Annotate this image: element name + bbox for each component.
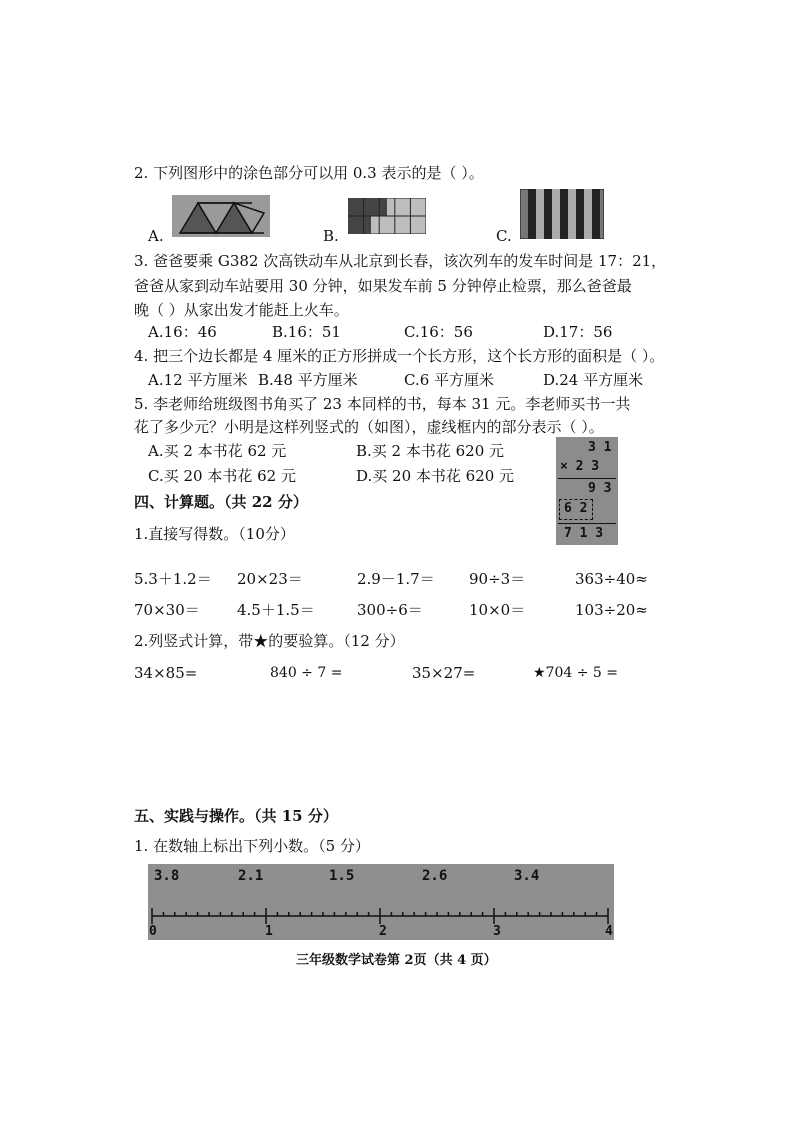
q4-option-b: B.48 平方厘米	[258, 371, 358, 389]
q2-stem: 2. 下列图形中的涂色部分可以用 0.3 表示的是（ ）。	[134, 164, 484, 182]
vm-row-product: 7 1 3	[564, 526, 604, 541]
q5-option-a: A.买 2 本书花 62 元	[148, 442, 287, 460]
axis-label-3: 3	[493, 924, 501, 939]
vertical-problem-3: 35×27=	[412, 664, 476, 682]
axis-label-4: 4	[605, 924, 613, 939]
vertical-multiplication-figure	[556, 437, 618, 545]
q2-option-a-label: A.	[148, 227, 164, 245]
section5-sub1: 1. 在数轴上标出下列小数。（5 分）	[134, 837, 370, 855]
q5-line1: 5. 李老师给班级图书角买了 23 本同样的书，每本 31 元。李老师买书一共	[134, 395, 631, 413]
q2-option-b-label: B.	[323, 227, 339, 245]
calc-1-2: 20×23＝	[237, 570, 303, 588]
vm-row-partial-2: 6 2	[564, 501, 588, 516]
calc-1-4: 90÷3＝	[469, 570, 526, 588]
section5-title: 五、实践与操作。（共 15 分）	[134, 807, 338, 825]
calc-2-3: 300÷6＝	[357, 601, 423, 619]
q2-grid-figure	[348, 198, 426, 234]
page-footer: 三年级数学试卷第 2页（共 4 页）	[296, 953, 497, 968]
decimal-1-5: 1.5	[329, 868, 355, 884]
calc-1-3: 2.9－1.7＝	[357, 570, 435, 588]
q3-line1: 3. 爸爸要乘 G382 次高铁动车从北京到长春，该次列车的发车时间是 17：21，	[134, 252, 667, 270]
axis-label-1: 1	[265, 924, 273, 939]
vm-row-multiplicand: 3 1	[588, 440, 612, 455]
q2-option-c-label: C.	[496, 227, 512, 245]
section4-title: 四、计算题。（共 22 分）	[134, 493, 308, 511]
q4-option-a: A.12 平方厘米	[148, 371, 248, 389]
axis-label-0: 0	[149, 924, 157, 939]
q4-option-d: D.24 平方厘米	[543, 371, 644, 389]
vm-row-multiplier: × 2 3	[560, 459, 600, 474]
q5-line2: 花了多少元？小明是这样列竖式的（如图），虚线框内的部分表示（ ）。	[134, 418, 604, 436]
q3-option-d: D.17：56	[543, 323, 613, 341]
q4-stem: 4. 把三个边长都是 4 厘米的正方形拼成一个长方形，这个长方形的面积是（ ）。	[134, 347, 665, 365]
calc-2-2: 4.5＋1.5＝	[237, 601, 315, 619]
q3-line2: 爸爸从家到动车站要用 30 分钟，如果发车前 5 分钟停止检票，那么爸爸最	[134, 277, 632, 295]
decimal-2-1: 2.1	[238, 868, 264, 884]
vertical-problem-4: ★704 ÷ 5 =	[533, 665, 618, 681]
q3-option-a: A.16：46	[148, 323, 217, 341]
section4-sub2: 2.列竖式计算，带★的要验算。（12 分）	[134, 632, 405, 650]
vertical-problem-2: 840 ÷ 7 =	[270, 665, 343, 681]
q2-triangles-figure	[172, 195, 270, 237]
q2-stripes-figure	[520, 189, 604, 239]
vm-line-2	[558, 523, 616, 524]
decimal-3-4: 3.4	[514, 868, 540, 884]
q3-line3: 晚（ ）从家出发才能赶上火车。	[134, 301, 349, 319]
axis-label-2: 2	[379, 924, 387, 939]
decimal-2-6: 2.6	[422, 868, 448, 884]
section4-sub1: 1.直接写得数。（10分）	[134, 525, 295, 543]
vm-line-1	[558, 478, 616, 479]
q3-option-c: C.16：56	[404, 323, 473, 341]
q5-option-b: B.买 2 本书花 620 元	[356, 442, 505, 460]
decimal-3-8: 3.8	[154, 868, 180, 884]
calc-1-5: 363÷40≈	[575, 570, 648, 588]
vm-row-partial-1: 9 3	[588, 481, 612, 496]
q4-option-c: C.6 平方厘米	[404, 371, 495, 389]
calc-2-4: 10×0＝	[469, 601, 526, 619]
calc-2-1: 70×30＝	[134, 601, 200, 619]
vertical-problem-1: 34×85=	[134, 664, 198, 682]
q5-option-d: D.买 20 本书花 620 元	[356, 467, 515, 485]
q3-option-b: B.16：51	[272, 323, 341, 341]
number-line-figure	[148, 864, 614, 940]
calc-2-5: 103÷20≈	[575, 601, 648, 619]
calc-1-1: 5.3＋1.2＝	[134, 570, 212, 588]
q5-option-c: C.买 20 本书花 62 元	[148, 467, 296, 485]
